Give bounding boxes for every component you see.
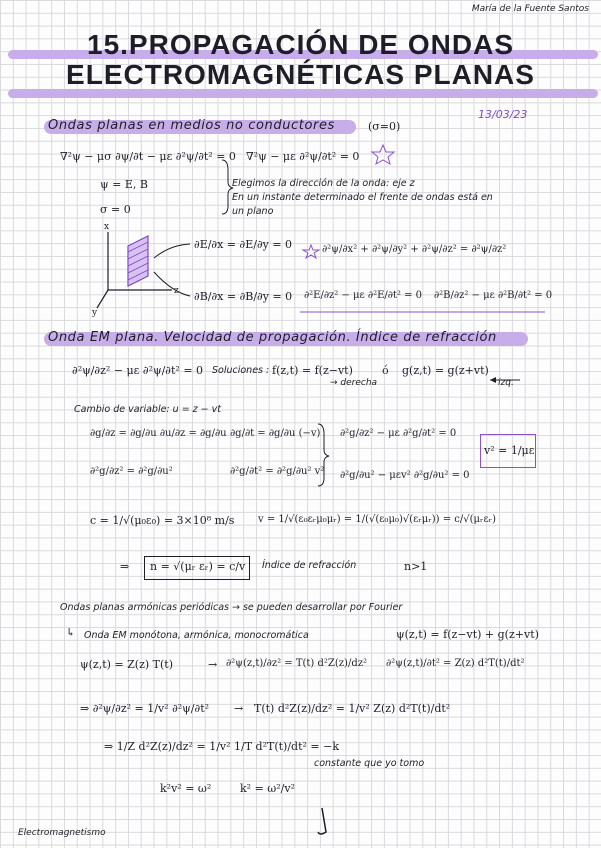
page-title-line2: ELECTROMAGNÉTICAS PLANAS (66, 59, 535, 90)
chain-rule-z2: ∂²g/∂z² = ∂²g/∂u² (90, 466, 173, 477)
wave-equation: ∇²ψ − μσ ∂ψ/∂t − με ∂²ψ/∂t² = 0 (60, 150, 236, 163)
section1-heading: Ondas planas en medios no conductores (48, 118, 335, 133)
chain-rule-t2: ∂²g/∂t² = ∂²g/∂u² v² (230, 466, 325, 477)
psi-definition: ψ = E, B (100, 178, 148, 191)
solution-left: g(z,t) = g(z+vt) (402, 364, 489, 377)
chain-rule-z: ∂g/∂z = ∂g/∂u ∂u/∂z = ∂g/∂u (90, 428, 227, 439)
note-line2: En un instante determinado el frente de ondas está en (232, 192, 493, 203)
note-line1: Elegimos la dirección de la onda: eje z (232, 178, 415, 189)
arrow-2: → (234, 702, 244, 715)
implies-arrow: ⇒ (120, 560, 130, 573)
equation-E: ∂²E/∂z² − με ∂²E/∂t² = 0 (304, 290, 423, 301)
author-name: María de la Fuente Santos (471, 4, 589, 14)
page-title-line1: 15.PROPAGACIÓN DE ONDAS (87, 29, 514, 60)
solution-right: f(z,t) = f(z−vt) (272, 364, 353, 377)
chain-rule-t: ∂g/∂t = ∂g/∂u (−v) (230, 428, 321, 439)
second-derivative-z: ∂²ψ(z,t)/∂z² = T(t) d²Z(z)/dz² (226, 658, 367, 669)
change-variable: Cambio de variable: u = z − vt (74, 404, 222, 415)
date: 13/03/23 (478, 108, 528, 121)
refraction-index: n = √(μᵣ εᵣ) = c/v (150, 560, 246, 573)
sigma-note: (σ=0) (368, 120, 401, 133)
solution-or: ó (382, 364, 389, 377)
footer-subject: Electromagnetismo (18, 828, 106, 838)
equation-B: ∂²B/∂z² − με ∂²B/∂t² = 0 (434, 290, 553, 301)
result-equation-1: ∂²g/∂z² − με ∂²g/∂t² = 0 (340, 428, 457, 439)
wave-substitution: ⇒ ∂²ψ/∂z² = 1/v² ∂²ψ/∂t² (80, 702, 210, 715)
refraction-condition: n>1 (404, 560, 428, 573)
velocity-definition: v = 1/√(ε₀εᵣμ₀μᵣ) = 1/(√(ε₀μ₀)√(εᵣμᵣ)) = c/√(μᵣεᵣ) (258, 514, 497, 525)
second-derivative-t: ∂²ψ(z,t)/∂t² = Z(z) d²T(t)/dt² (386, 658, 525, 669)
title-underline-highlight (8, 89, 598, 98)
axis-y-label: y (92, 308, 98, 318)
arrow-1: → (208, 658, 218, 671)
constant-note: constante que yo tomo (314, 758, 425, 769)
axis-z-label: z (174, 286, 179, 296)
monochromatic-equation: ψ(z,t) = f(z−vt) + g(z+vt) (396, 628, 539, 641)
laplacian-reduced: ∂²ψ/∂x² + ∂²ψ/∂y² + ∂²ψ/∂z² = ∂²ψ/∂z² (322, 244, 507, 255)
dispersion-relation-2: k² = ω²/v² (240, 782, 295, 795)
dispersion-relation-1: k²v² = ω² (160, 782, 212, 795)
hook-arrow: ↳ (66, 626, 76, 639)
wave-equation-1d: ∂²ψ/∂z² − με ∂²ψ/∂t² = 0 (72, 364, 204, 377)
solution-right-note: → derecha (330, 378, 378, 388)
result-equation-2: ∂²g/∂u² − μεv² ∂²g/∂u² = 0 (340, 470, 470, 481)
separation-result: ⇒ 1/Z d²Z(z)/dz² = 1/v² 1/T d²T(t)/dt² = −k (104, 740, 340, 753)
fourier-intro: Ondas planas armónicas periódicas → se pueden desarrollar por Fourier (60, 602, 403, 613)
sigma-zero: σ = 0 (100, 203, 131, 216)
deriv-B: ∂B/∂x = ∂B/∂y = 0 (194, 290, 293, 303)
separation-of-variables: ψ(z,t) = Z(z) T(t) (80, 658, 173, 671)
solutions-label: Soluciones : (212, 365, 270, 376)
note-line3: un plano (232, 206, 274, 217)
reduced-wave-equation: ∇²ψ − με ∂²ψ/∂t² = 0 (246, 150, 360, 163)
velocity-squared: v² = 1/με (484, 444, 535, 457)
monochromatic-label: Onda EM monótona, armónica, monocromática (84, 630, 309, 641)
section2-heading: Onda EM plana. Velocidad de propagación. Índice de refracción (48, 330, 497, 345)
refraction-label: Índice de refracción (262, 560, 357, 571)
axis-x-label: x (104, 222, 110, 232)
deriv-E: ∂E/∂x = ∂E/∂y = 0 (194, 238, 293, 251)
light-speed: c = 1/√(μ₀ε₀) = 3×10⁸ m/s (90, 514, 235, 527)
solution-left-note: izq. (498, 378, 514, 388)
substitution-result: T(t) d²Z(z)/dz² = 1/v² Z(z) d²T(t)/dt² (254, 702, 451, 715)
